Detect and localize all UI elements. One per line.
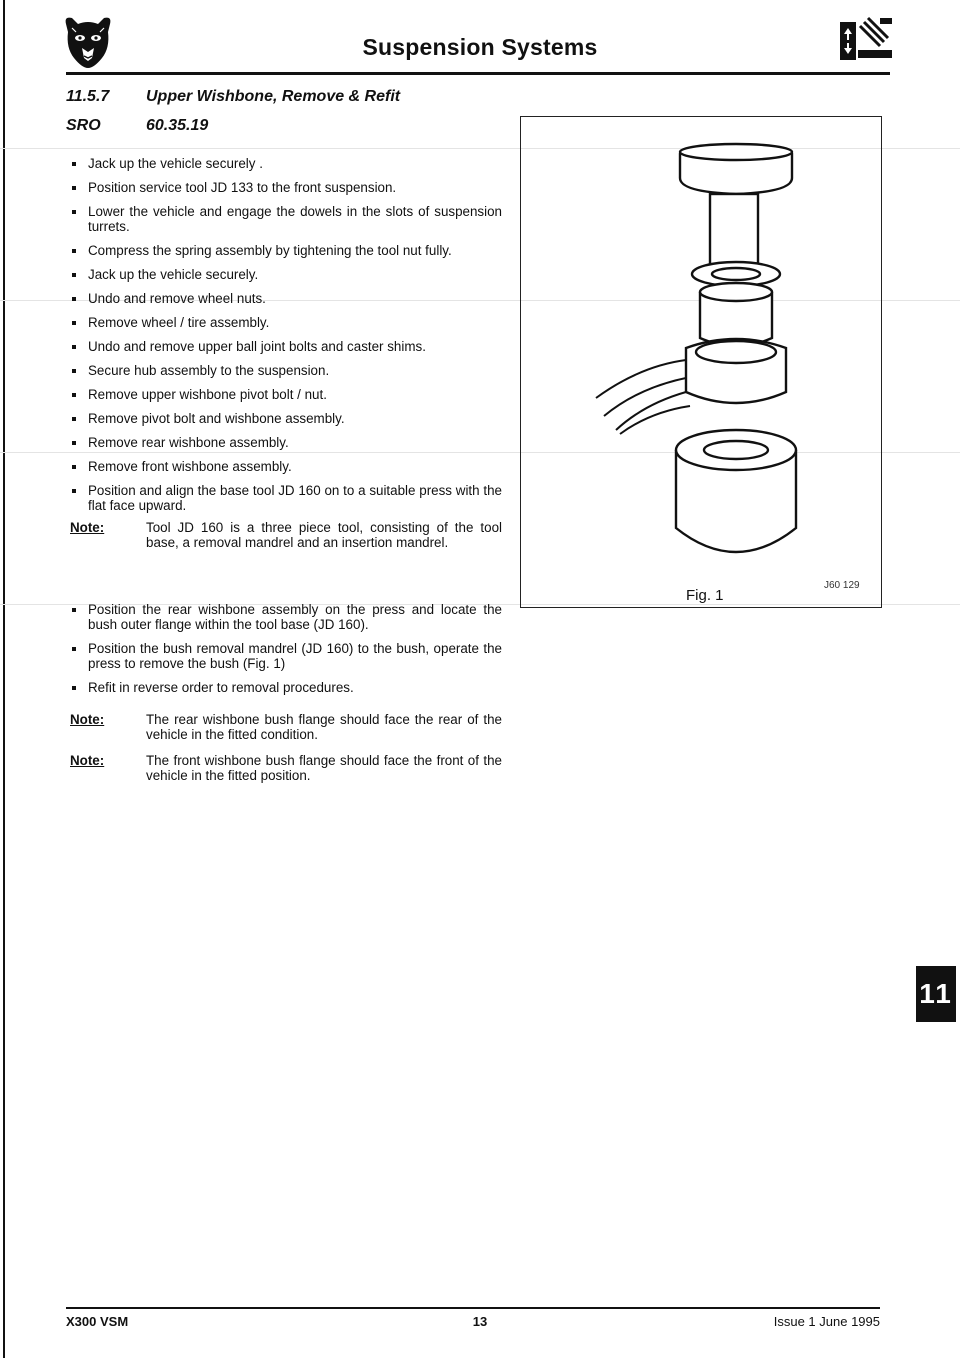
section-heading [66, 88, 400, 106]
list-item: Remove pivot bolt and wishbone assembly. [70, 411, 502, 426]
list-item: Refit in reverse order to removal procedures. [70, 680, 502, 695]
sro-line [66, 117, 208, 135]
note-text: Tool JD 160 is a three piece tool, consisting of the tool base, a removal mandrel and an insertion mandrel. [146, 520, 502, 550]
list-item: Undo and remove wheel nuts. [70, 291, 502, 306]
chapter-tab: 11 [916, 966, 956, 1022]
page-title: Suspension Systems [362, 34, 598, 60]
list-item: Position and align the base tool JD 160 on to a suitable press with the flat face upward. [70, 483, 502, 513]
footer-manual-id: X300 VSM [66, 1314, 129, 1329]
figure-caption: Fig. 1 [686, 587, 724, 604]
list-item: Jack up the vehicle securely . [70, 156, 502, 171]
note-front-bush [70, 753, 502, 783]
note-label: Note: [70, 753, 105, 768]
sro-code: 60.35.19 [146, 117, 209, 134]
binding-edge-line [3, 0, 5, 1358]
note-text: The rear wishbone bush flange should face the rear of the vehicle in the fitted condition. [146, 712, 502, 742]
suspension-section-icon [840, 16, 892, 68]
footer-rule [66, 1307, 880, 1309]
section-number: 11.5.7 [66, 88, 110, 105]
list-item: Secure hub assembly to the suspension. [70, 363, 502, 378]
procedure-steps [70, 156, 502, 522]
list-item: Position service tool JD 133 to the front suspension. [70, 180, 502, 195]
note-rear-bush [70, 712, 502, 742]
list-item: Compress the spring assembly by tightening the tool nut fully. [70, 243, 502, 258]
note-text: The front wishbone bush flange should face the front of the vehicle in the fitted position. [146, 753, 502, 783]
list-item: Undo and remove upper ball joint bolts and caster shims. [70, 339, 502, 354]
list-item: Position the rear wishbone assembly on the press and locate the bush outer flange within the tool base (JD 160). [70, 602, 502, 632]
list-item: Remove upper wishbone pivot bolt / nut. [70, 387, 502, 402]
list-item: Remove rear wishbone assembly. [70, 435, 502, 450]
figure-reference: J60 129 [824, 580, 860, 591]
bush-removal-tool-illustration [520, 116, 880, 586]
note-label: Note: [70, 712, 105, 727]
list-item: Remove front wishbone assembly. [70, 459, 502, 474]
procedure-steps-continued [70, 602, 502, 704]
section-title-text: Upper Wishbone, Remove & Refit [146, 88, 401, 105]
list-item: Jack up the vehicle securely. [70, 267, 502, 282]
footer-issue: Issue 1 June 1995 [773, 1314, 880, 1329]
page-number: 13 [472, 1314, 488, 1329]
sro-label: SRO [66, 117, 101, 134]
list-item: Remove wheel / tire assembly. [70, 315, 502, 330]
note-label: Note: [70, 520, 105, 535]
note-tool-jd160 [70, 520, 502, 550]
list-item: Lower the vehicle and engage the dowels in the slots of suspension turrets. [70, 204, 502, 234]
header-rule [66, 72, 890, 75]
list-item: Position the bush removal mandrel (JD 160) to the bush, operate the press to remove the bush (Fig. 1) [70, 641, 502, 671]
